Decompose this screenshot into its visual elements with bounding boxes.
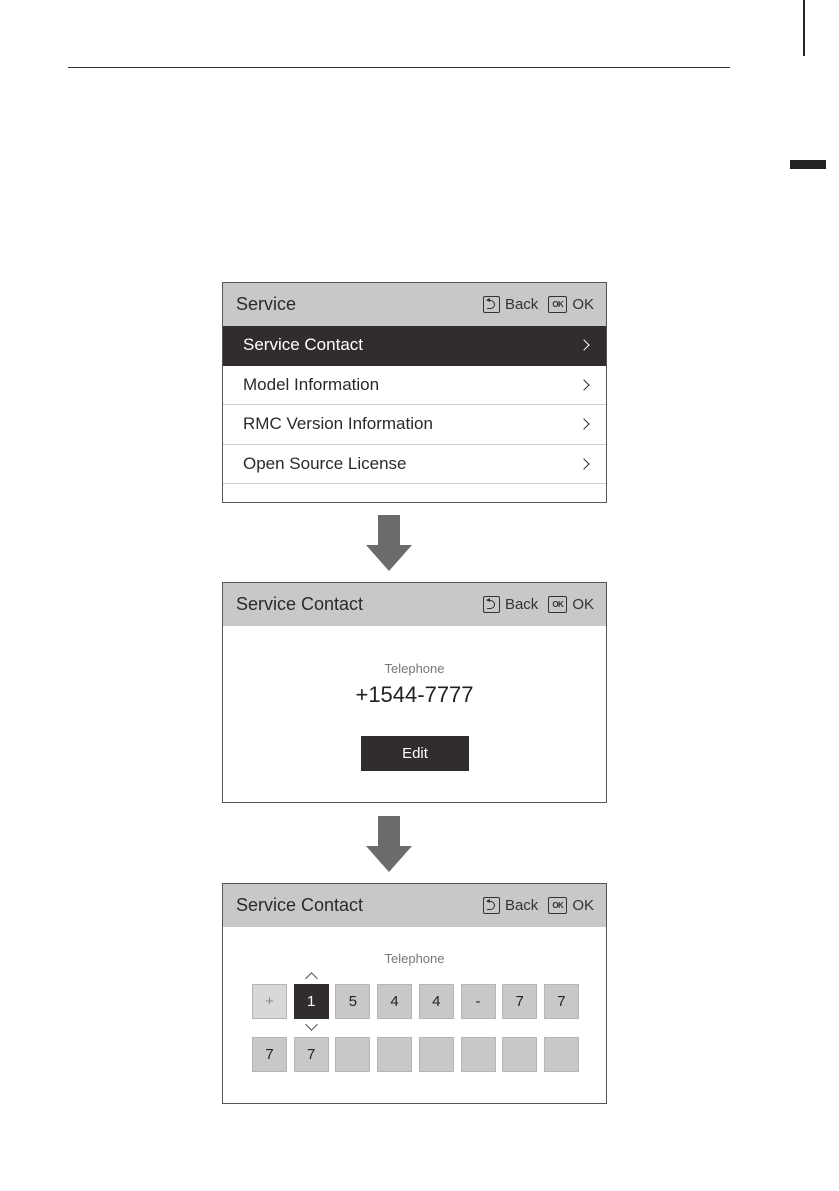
page-edge-line: [803, 0, 805, 56]
ok-label: OK: [572, 296, 594, 313]
back-icon: [483, 296, 500, 313]
telephone-label: Telephone: [384, 951, 445, 966]
menu-item-open-source-license[interactable]: [223, 445, 606, 485]
menu-item-model-information[interactable]: [223, 366, 606, 406]
down-arrow-icon: [366, 816, 412, 872]
digit-cell[interactable]: -: [461, 984, 496, 1019]
service-contact-edit-screen: [222, 883, 607, 1104]
menu-item-service-contact[interactable]: [223, 326, 606, 366]
screen-title: Service Contact: [236, 895, 364, 915]
down-arrow-icon: [366, 515, 412, 571]
digit-cell[interactable]: 7: [502, 984, 537, 1019]
edit-button[interactable]: Edit: [361, 736, 469, 771]
screen-header: [223, 283, 606, 326]
digit-cell-empty[interactable]: [335, 1037, 370, 1072]
menu-item-label: RMC Version Information: [243, 414, 433, 434]
back-label: Back: [504, 897, 539, 914]
digit-cell[interactable]: +: [252, 984, 287, 1019]
service-contact-screen: [222, 582, 607, 803]
ok-control[interactable]: [548, 897, 594, 914]
digit-cell[interactable]: 7: [252, 1037, 287, 1072]
ok-control[interactable]: [548, 296, 594, 313]
digit-cell[interactable]: 4: [377, 984, 412, 1019]
back-icon: [483, 596, 500, 613]
section-tab-marker: [790, 160, 826, 169]
back-icon: [483, 897, 500, 914]
menu-item-rmc-version-information[interactable]: [223, 405, 606, 445]
ok-icon: OK: [548, 897, 567, 914]
back-label: Back: [504, 296, 539, 313]
back-control[interactable]: [483, 296, 538, 313]
digit-cell-empty[interactable]: [461, 1037, 496, 1072]
telephone-label: Telephone: [384, 661, 445, 676]
digit-cell-empty[interactable]: [502, 1037, 537, 1072]
digit-cell[interactable]: 5: [335, 984, 370, 1019]
chevron-right-icon: [578, 379, 589, 390]
screen-header: [223, 583, 606, 626]
digit-cell[interactable]: 7: [544, 984, 579, 1019]
screen-title: Service Contact: [236, 594, 364, 614]
chevron-up-icon[interactable]: [305, 972, 318, 985]
telephone-number: +1544-7777: [355, 682, 474, 707]
digit-cell[interactable]: 4: [419, 984, 454, 1019]
chevron-right-icon: [578, 419, 589, 430]
digit-cell[interactable]: 1: [294, 984, 329, 1019]
back-control[interactable]: [483, 897, 538, 914]
digit-cell-empty[interactable]: [377, 1037, 412, 1072]
chevron-right-icon: [578, 340, 589, 351]
ok-label: OK: [572, 596, 594, 613]
screen-title: Service: [236, 294, 297, 314]
back-control[interactable]: [483, 596, 538, 613]
digit-cell-empty[interactable]: [544, 1037, 579, 1072]
ok-label: OK: [572, 897, 594, 914]
digit-cell[interactable]: 7: [294, 1037, 329, 1072]
chevron-down-icon[interactable]: [305, 1018, 318, 1031]
service-menu-screen: [222, 282, 607, 503]
ok-icon: OK: [548, 596, 567, 613]
ok-control[interactable]: [548, 596, 594, 613]
screen-header: [223, 884, 606, 927]
chevron-right-icon: [578, 458, 589, 469]
menu-item-label: Open Source License: [243, 453, 407, 473]
page-header-rule: [68, 67, 730, 68]
menu-item-label: Model Information: [243, 374, 380, 394]
menu-item-label: Service Contact: [243, 335, 363, 355]
ok-icon: OK: [548, 296, 567, 313]
digit-cell-empty[interactable]: [419, 1037, 454, 1072]
back-label: Back: [504, 596, 539, 613]
